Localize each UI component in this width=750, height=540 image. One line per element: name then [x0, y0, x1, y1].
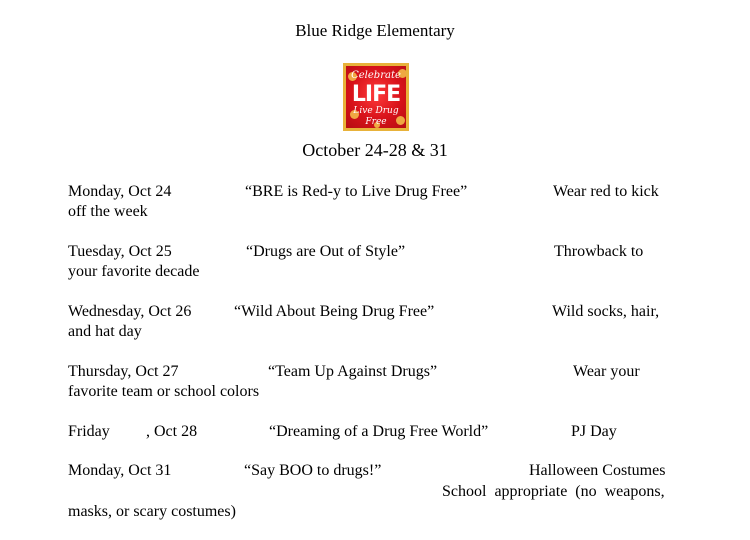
logo-text-life: LIFE [351, 82, 401, 107]
schedule-attire: PJ Day [571, 423, 617, 440]
schedule-attire-continued: favorite team or school colors [68, 383, 260, 400]
schedule-attire-continued: your favorite decade [68, 263, 200, 280]
schedule-day: Thursday, Oct 27 [68, 363, 179, 380]
schedule-attire-continued: off the week [68, 203, 148, 220]
logo-text-celebrate: Celebrate [351, 70, 401, 81]
date-range: October 24-28 & 31 [302, 140, 448, 160]
schedule-theme: “Wild About Being Drug Free” [234, 303, 435, 320]
schedule-day: Wednesday, Oct 26 [68, 303, 192, 320]
logo-text-live-drug: Live Drug [353, 106, 399, 116]
schedule-attire: Wear your [573, 363, 640, 380]
schedule-theme: “Drugs are Out of Style” [246, 243, 406, 260]
schedule-day-suffix: , Oct 28 [146, 423, 198, 440]
schedule-theme: “Dreaming of a Drug Free World” [269, 423, 489, 440]
schedule-day: Monday, Oct 31 [68, 462, 172, 479]
schedule-attire: Wild socks, hair, [552, 303, 660, 320]
page-title: Blue Ridge Elementary [295, 21, 455, 40]
schedule-attire-continued: masks, or scary costumes) [68, 503, 236, 520]
schedule-day: Monday, Oct 24 [68, 183, 172, 200]
schedule-attire: Wear red to kick [553, 183, 659, 200]
schedule-theme: “Team Up Against Drugs” [268, 363, 438, 380]
schedule-day: Friday [68, 423, 110, 440]
celebrate-life-logo [343, 63, 409, 131]
schedule-theme: “BRE is Red-y to Live Drug Free” [245, 183, 468, 200]
schedule-attire: Halloween Costumes [529, 462, 666, 479]
schedule-theme: “Say BOO to drugs!” [244, 462, 382, 479]
schedule-day: Tuesday, Oct 25 [68, 243, 172, 260]
schedule-attire-line2: School appropriate (no weapons, [442, 483, 665, 500]
logo-text-free: Free [365, 117, 387, 127]
schedule-attire: Throwback to [554, 243, 644, 260]
schedule-attire-continued: and hat day [68, 323, 142, 340]
